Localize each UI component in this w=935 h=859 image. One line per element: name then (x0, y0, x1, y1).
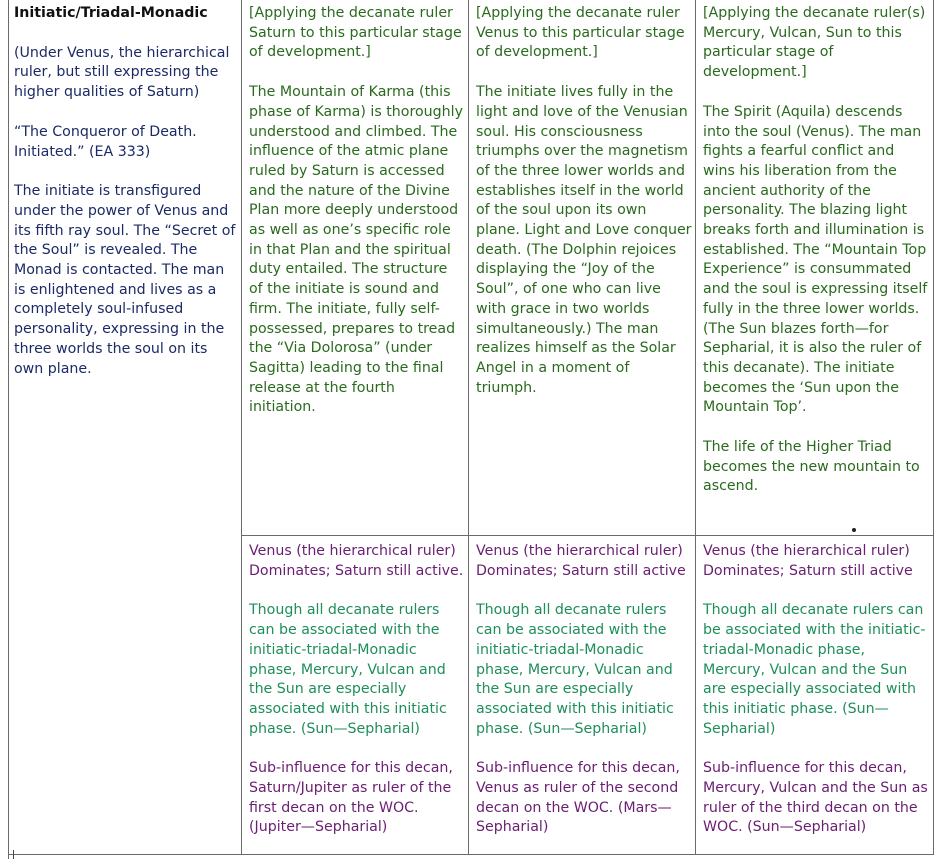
sub-influence: Sub-influence for this decan, Mercury, Vulcan and the Sun as ruler of the third decan on the WOC. (Sun—Sepharial) (703, 760, 928, 836)
decan-body: The Mountain of Karma (this phase of Karma) is thoroughly understood and climbed. The influence of the atmic plane ruled by Saturn is accessed and the nature of the Divine Plan more deeply understood as well as one’s specific role in that Plan and the spiritual duty entailed. The structure of the initiate is sound and firm. The initiate, fully self-possessed, prepares to tread the “Via Dolorosa” (under Sagitta) leading to the final release at the fourth initiation. (249, 84, 464, 416)
cell-venus-rulers (470, 542, 696, 858)
column-border (241, 0, 242, 855)
ruler-dominance: Venus (the hierarchical ruler) Dominates; Saturn still active (476, 543, 686, 579)
decan-body-extra: The life of the Higher Triad becomes the new mountain to ascend. (703, 439, 920, 495)
stage-ruler-note: (Under Venus, the hierarchical ruler, but still expressing the higher qualities of Saturn) (14, 44, 230, 101)
ruler-dominance: Venus (the hierarchical ruler) Dominates; Saturn still active. (249, 543, 464, 579)
column-border (933, 0, 934, 855)
stage-heading: Initiatic/Triadal-Monadic (14, 5, 208, 21)
ruler-association: Though all decanate rulers can be associated with the initiatic-triadal-Monadic phase, Mercury, Vulcan and the Sun are especially associated with this initiatic phase. (Sun—Sepharial) (249, 602, 447, 737)
cell-saturn-decan (243, 4, 469, 438)
stray-dot-mark (852, 528, 856, 532)
decan-intro: [Applying the decanate ruler(s) Mercury, Vulcan, Sun to this particular stage of development.] (703, 5, 926, 81)
cell-venus-decan (470, 4, 696, 418)
decan-body: The initiate lives fully in the light and love of the Venusian soul. His consciousness triumphs over the magnetism of the three lower worlds and establishes itself in the world of the soul upon its own plane. Light and Love conquer death. (The Dolphin rejoices displaying the “Joy of the Soul”, of one who can live with grace in two worlds simultaneously.) The man realizes himself as the Solar Angel in a moment of triumph. (476, 84, 692, 396)
sub-influence: Sub-influence for this decan, Venus as ruler of the second decan on the WOC. (Mars—Sepharial) (476, 760, 680, 836)
decan-intro: [Applying the decanate ruler Saturn to this particular stage of development.] (249, 5, 462, 61)
stage-body: The initiate is transfigured under the power of Venus and its fifth ray soul. The “Secret of the Soul” is revealed. The Monad is contacted. The man is enlightened and lives as a completely soul-infused personality, expressing in the three worlds the soul on its own plane. (14, 183, 236, 377)
ruler-dominance: Venus (the hierarchical ruler) Dominates; Saturn still active (703, 543, 913, 579)
sub-influence: Sub-influence for this decan, Saturn/Jupiter as ruler of the first decan on the WOC. (Jupiter—Sepharial) (249, 760, 453, 836)
decan-intro: [Applying the decanate ruler Venus to this particular stage of development.] (476, 5, 685, 61)
stage-quote: “The Conqueror of Death. Initiated.” (EA 333) (14, 123, 197, 160)
ruler-association: Though all decanate rulers can be associated with the initiatic-triadal-Monadic phase, Mercury, Vulcan and the Sun are especially associated with this initiatic phase. (Sun—Sepharial) (476, 602, 674, 737)
row-border (241, 535, 934, 536)
ruler-association: Though all decanate rulers can be associated with the initiatic-triadal-Monadic phase, Mercury, Vulcan and the Sun are especially associated with this initiatic phase. (Sun—Sepharial) (703, 602, 926, 737)
cell-stage-description (8, 4, 240, 399)
cell-mercury-vulcan-sun-rulers (697, 542, 933, 858)
decan-body: The Spirit (Aquila) descends into the soul (Venus). The man fights a fearful conflict and wins his liberation from the ancient authority of the personality. The blazing light breaks forth and illumination is established. The “Mountain Top Experience” is consummated and the soul is expressing itself fully in the three lower worlds. (The Sun blazes forth—for Sepharial, it is also the ruler of this decanate). The initiate becomes the ‘Sun upon the Mountain Top’. (703, 103, 928, 416)
cell-mercury-vulcan-sun-decan (697, 4, 933, 517)
text-cursor-mark (13, 850, 14, 859)
cell-saturn-rulers (243, 542, 469, 858)
